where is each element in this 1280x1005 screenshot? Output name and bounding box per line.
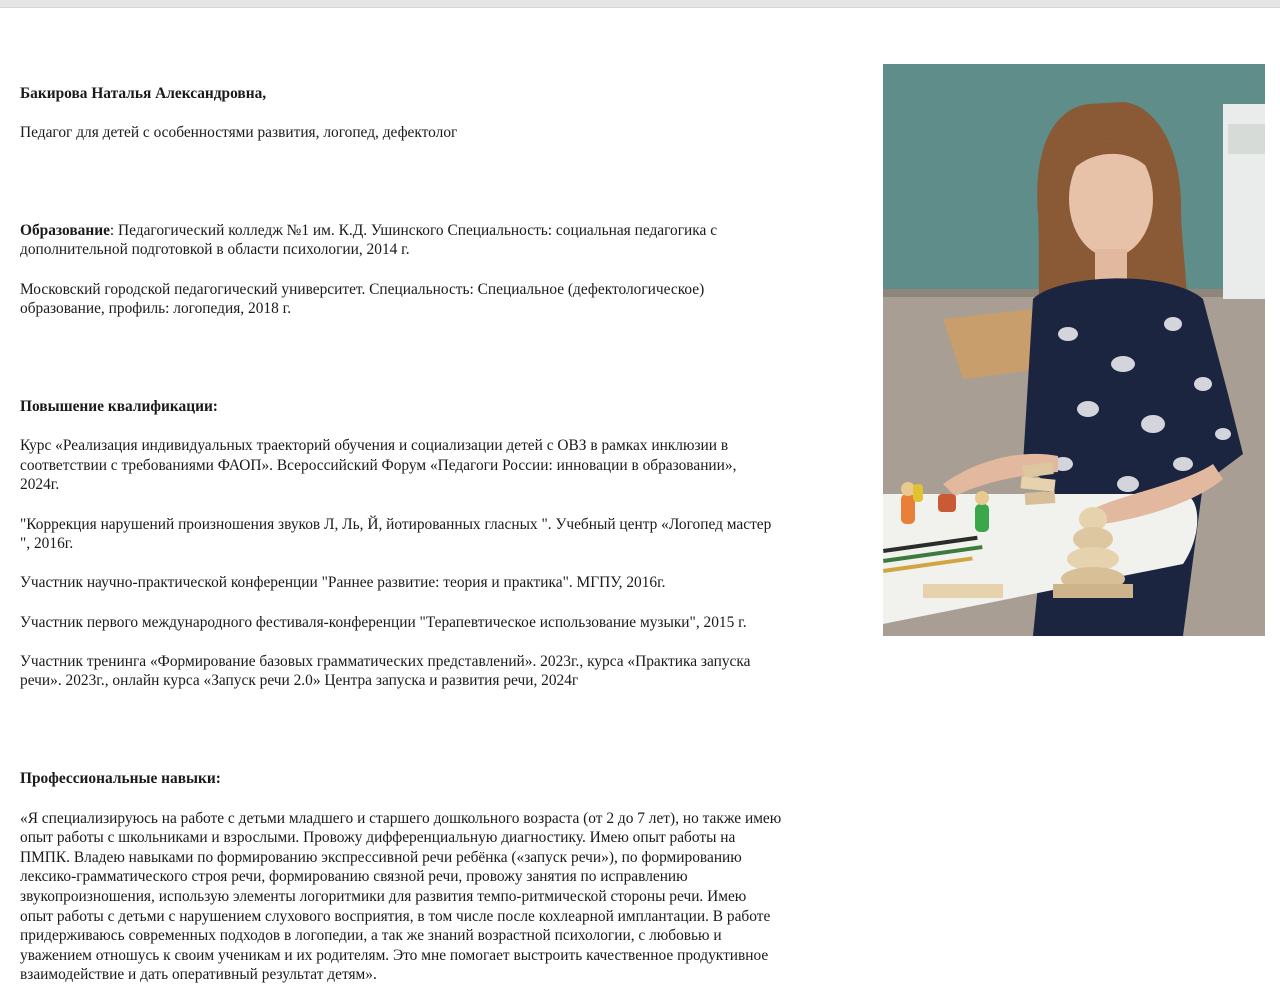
teacher-profile-text xyxy=(20,64,878,1005)
education-text-1: : Педагогический колледж №1 им. К.Д. Ушинского Специальность: социальная педагогика с дополнительной подготовкой в области психологии, 2014 г. xyxy=(20,221,718,259)
qualification-item: Участник научно-практической конференции "Раннее развитие: теория и практика". МГПУ, 2016г. xyxy=(20,574,666,592)
spacer xyxy=(20,162,878,182)
teacher-photo-illustration xyxy=(883,64,1265,636)
qualification-item: Участник тренинга «Формирование базовых грамматических представлений». 2023г., курса «Практика запуска речи». 2023г., онлайн курса «Запуск речи 2.0» Центра запуска и развития речи, 2024г xyxy=(20,652,751,690)
browser-top-bar xyxy=(0,0,1280,8)
skills-text: «Я специализируюсь на работе с детьми младшего и старшего дошкольного возраста (от 2 до 7 лет), но также имею опыт работы с школьниками и взрослыми. Провожу дифференциальную диагностику. Имею опыт работы на ПМПК. Владею навыками по формированию экспрессивной речи ребёнка («запуск речи»), по формированию лексико-грамматического строя речи, формированию связной речи, провожу занятия по исправлению звукопроизношения, использую элементы логоритмики для развития темпо-ритмической стороны речи. Имею опыт работы с детьми с нарушением слухового восприятия, в том числе после кохлеарной имплантации. В работе придерживаюсь современных подходов в логопедии, а так же знаний возрастной психологии, с любовью и уважением отношусь к своим ученикам и их родителям. Это мне помогает выстроить качественное продуктивное взаимодействие и дать оперативный результат детям». xyxy=(20,809,782,984)
teacher-position: Педагог для детей с особенностями развития, логопед, дефектолог xyxy=(20,123,458,141)
spacer xyxy=(20,711,878,731)
spacer xyxy=(20,338,878,358)
teacher-name: Бакирова Наталья Александровна, xyxy=(20,84,267,102)
education-section xyxy=(20,221,878,260)
teacher-photo xyxy=(883,64,1265,636)
skills-heading: Профессиональные навыки: xyxy=(20,770,221,788)
education-text-2: Московский городской педагогический университет. Специальность: Специальное (дефектологическое) образование, профиль: логопедия, 2018 г. xyxy=(20,280,705,318)
qualification-item: Курс «Реализация индивидуальных траекторий обучения и социализации детей с ОВЗ в рамках инклюзии в соответствии с требованиями ФАОП». Всероссийский Форум «Педагоги России: инновации в образовании», 2024г. xyxy=(20,437,737,494)
qualification-item: "Коррекция нарушений произношения звуков Л, Ль, Й, йотированных гласных ". Учебный центр «Логопед мастер ", 2016г. xyxy=(20,515,772,553)
education-heading: Образование xyxy=(20,221,110,239)
qualification-heading: Повышение квалификации: xyxy=(20,398,218,416)
qualification-item: Участник первого международного фестиваля-конференции "Терапевтическое использование музыки", 2015 г. xyxy=(20,613,747,631)
